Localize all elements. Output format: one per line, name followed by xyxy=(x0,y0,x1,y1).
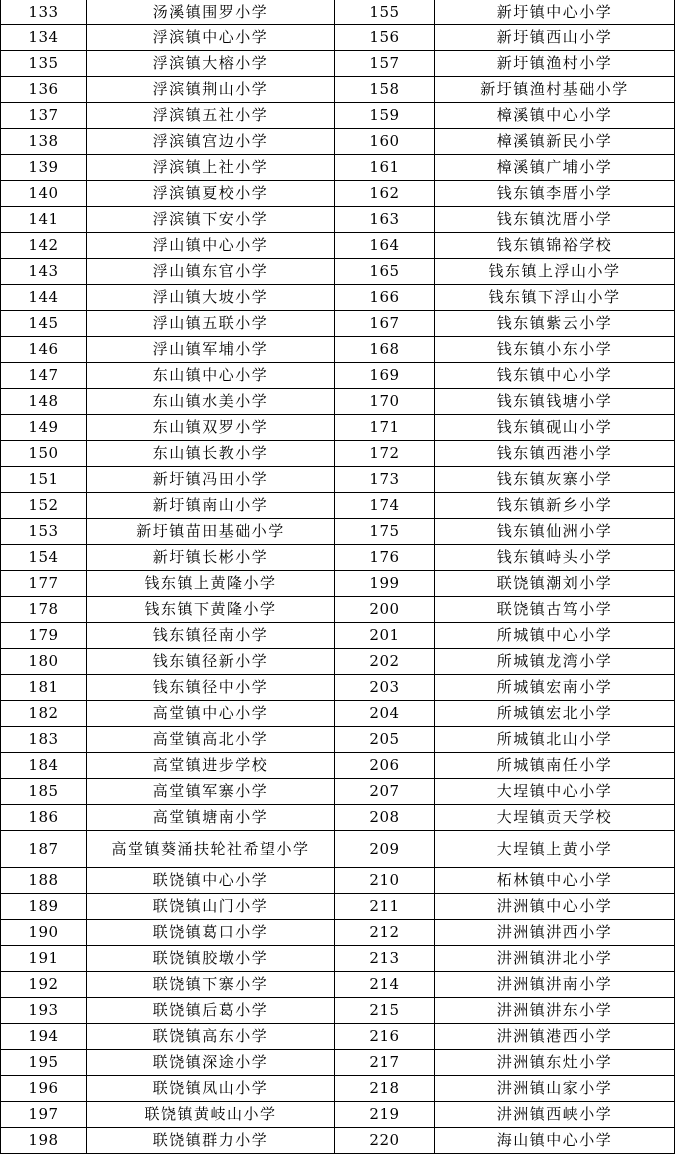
table-row xyxy=(1,155,675,181)
table-row xyxy=(1,103,675,129)
left-school-name-cell: 浮滨镇荆山小学 xyxy=(87,77,335,103)
left-school-name-cell: 高堂镇军寨小学 xyxy=(87,779,335,805)
left-school-name-cell: 东山镇水美小学 xyxy=(87,389,335,415)
right-school-name-cell: 钱东镇砚山小学 xyxy=(435,415,675,441)
left-school-name-cell: 浮滨镇上社小学 xyxy=(87,155,335,181)
table-row xyxy=(1,779,675,805)
left-number-cell: 149 xyxy=(1,415,87,441)
left-school-name-cell: 浮滨镇宫边小学 xyxy=(87,129,335,155)
table-row xyxy=(1,285,675,311)
left-number-cell: 137 xyxy=(1,103,87,129)
table-row xyxy=(1,998,675,1024)
right-school-name-cell: 钱东镇灰寨小学 xyxy=(435,467,675,493)
right-number-cell: 200 xyxy=(335,597,435,623)
left-number-cell: 138 xyxy=(1,129,87,155)
left-number-cell: 185 xyxy=(1,779,87,805)
right-number-cell: 220 xyxy=(335,1128,435,1154)
left-number-cell: 196 xyxy=(1,1076,87,1102)
left-number-cell: 177 xyxy=(1,571,87,597)
table-row xyxy=(1,207,675,233)
left-school-name-cell: 新圩镇南山小学 xyxy=(87,493,335,519)
left-number-cell: 143 xyxy=(1,259,87,285)
right-number-cell: 164 xyxy=(335,233,435,259)
right-school-name-cell: 新圩镇西山小学 xyxy=(435,25,675,51)
table-row xyxy=(1,972,675,998)
right-number-cell: 160 xyxy=(335,129,435,155)
right-number-cell: 209 xyxy=(335,831,435,868)
left-number-cell: 182 xyxy=(1,701,87,727)
table-row xyxy=(1,753,675,779)
table-row xyxy=(1,623,675,649)
left-number-cell: 146 xyxy=(1,337,87,363)
left-school-name-cell: 浮滨镇中心小学 xyxy=(87,25,335,51)
right-school-name-cell: 樟溪镇广埔小学 xyxy=(435,155,675,181)
right-school-name-cell: 所城镇北山小学 xyxy=(435,727,675,753)
table-row xyxy=(1,675,675,701)
right-number-cell: 215 xyxy=(335,998,435,1024)
left-school-name-cell: 浮滨镇大榕小学 xyxy=(87,51,335,77)
left-number-cell: 179 xyxy=(1,623,87,649)
left-school-name-cell: 联饶镇山门小学 xyxy=(87,894,335,920)
left-school-name-cell: 联饶镇高东小学 xyxy=(87,1024,335,1050)
right-number-cell: 169 xyxy=(335,363,435,389)
left-school-name-cell: 联饶镇后葛小学 xyxy=(87,998,335,1024)
left-school-name-cell: 高堂镇高北小学 xyxy=(87,727,335,753)
right-school-name-cell: 所城镇宏北小学 xyxy=(435,701,675,727)
left-number-cell: 184 xyxy=(1,753,87,779)
table-row xyxy=(1,389,675,415)
right-number-cell: 167 xyxy=(335,311,435,337)
left-school-name-cell: 新圩镇苗田基础小学 xyxy=(87,519,335,545)
left-school-name-cell: 新圩镇长彬小学 xyxy=(87,545,335,571)
right-number-cell: 211 xyxy=(335,894,435,920)
right-number-cell: 161 xyxy=(335,155,435,181)
table-row xyxy=(1,571,675,597)
table-row xyxy=(1,649,675,675)
left-number-cell: 195 xyxy=(1,1050,87,1076)
table-row xyxy=(1,1050,675,1076)
left-school-name-cell: 联饶镇群力小学 xyxy=(87,1128,335,1154)
right-school-name-cell: 钱东镇西港小学 xyxy=(435,441,675,467)
left-school-name-cell: 高堂镇进步学校 xyxy=(87,753,335,779)
right-number-cell: 210 xyxy=(335,868,435,894)
left-school-name-cell: 联饶镇葛口小学 xyxy=(87,920,335,946)
right-school-name-cell: 汫洲镇汫北小学 xyxy=(435,946,675,972)
right-number-cell: 155 xyxy=(335,0,435,25)
left-number-cell: 147 xyxy=(1,363,87,389)
right-school-name-cell: 大埕镇上黄小学 xyxy=(435,831,675,868)
right-number-cell: 203 xyxy=(335,675,435,701)
right-school-name-cell: 钱东镇李厝小学 xyxy=(435,181,675,207)
left-number-cell: 133 xyxy=(1,0,87,25)
table-row xyxy=(1,868,675,894)
right-school-name-cell: 钱东镇小东小学 xyxy=(435,337,675,363)
left-school-name-cell: 浮山镇五联小学 xyxy=(87,311,335,337)
table-row xyxy=(1,701,675,727)
right-number-cell: 216 xyxy=(335,1024,435,1050)
left-school-name-cell: 联饶镇中心小学 xyxy=(87,868,335,894)
table-row xyxy=(1,467,675,493)
right-school-name-cell: 钱东镇紫云小学 xyxy=(435,311,675,337)
right-number-cell: 157 xyxy=(335,51,435,77)
right-number-cell: 202 xyxy=(335,649,435,675)
left-number-cell: 187 xyxy=(1,831,87,868)
left-school-name-cell: 钱东镇下黄隆小学 xyxy=(87,597,335,623)
table-row xyxy=(1,831,675,868)
right-school-name-cell: 钱东镇钱塘小学 xyxy=(435,389,675,415)
table-row xyxy=(1,1102,675,1128)
right-school-name-cell: 新圩镇渔村基础小学 xyxy=(435,77,675,103)
left-number-cell: 139 xyxy=(1,155,87,181)
left-number-cell: 180 xyxy=(1,649,87,675)
table-row xyxy=(1,441,675,467)
right-number-cell: 206 xyxy=(335,753,435,779)
left-school-name-cell: 浮山镇大坡小学 xyxy=(87,285,335,311)
left-number-cell: 178 xyxy=(1,597,87,623)
table-row xyxy=(1,311,675,337)
right-school-name-cell: 所城镇龙湾小学 xyxy=(435,649,675,675)
left-number-cell: 150 xyxy=(1,441,87,467)
left-number-cell: 181 xyxy=(1,675,87,701)
table-row xyxy=(1,493,675,519)
right-number-cell: 175 xyxy=(335,519,435,545)
right-school-name-cell: 所城镇中心小学 xyxy=(435,623,675,649)
left-number-cell: 193 xyxy=(1,998,87,1024)
left-number-cell: 152 xyxy=(1,493,87,519)
left-number-cell: 140 xyxy=(1,181,87,207)
left-school-name-cell: 高堂镇葵涌扶轮社希望小学 xyxy=(87,831,335,868)
right-school-name-cell: 所城镇南任小学 xyxy=(435,753,675,779)
right-school-name-cell: 钱东镇锦裕学校 xyxy=(435,233,675,259)
table-row xyxy=(1,77,675,103)
table-row xyxy=(1,1024,675,1050)
right-school-name-cell: 汫洲镇东灶小学 xyxy=(435,1050,675,1076)
left-number-cell: 198 xyxy=(1,1128,87,1154)
right-number-cell: 199 xyxy=(335,571,435,597)
table-row xyxy=(1,519,675,545)
left-number-cell: 148 xyxy=(1,389,87,415)
right-school-name-cell: 樟溪镇中心小学 xyxy=(435,103,675,129)
right-school-name-cell: 新圩镇中心小学 xyxy=(435,0,675,25)
right-number-cell: 208 xyxy=(335,805,435,831)
left-number-cell: 197 xyxy=(1,1102,87,1128)
right-number-cell: 212 xyxy=(335,920,435,946)
table-row xyxy=(1,25,675,51)
right-number-cell: 168 xyxy=(335,337,435,363)
left-school-name-cell: 钱东镇径中小学 xyxy=(87,675,335,701)
table-row xyxy=(1,597,675,623)
right-school-name-cell: 汫洲镇汫东小学 xyxy=(435,998,675,1024)
right-number-cell: 176 xyxy=(335,545,435,571)
left-school-name-cell: 东山镇中心小学 xyxy=(87,363,335,389)
right-number-cell: 207 xyxy=(335,779,435,805)
table-row xyxy=(1,1128,675,1154)
right-number-cell: 162 xyxy=(335,181,435,207)
right-school-name-cell: 柘林镇中心小学 xyxy=(435,868,675,894)
right-number-cell: 174 xyxy=(335,493,435,519)
left-school-name-cell: 联饶镇下寨小学 xyxy=(87,972,335,998)
left-school-name-cell: 浮山镇中心小学 xyxy=(87,233,335,259)
left-number-cell: 191 xyxy=(1,946,87,972)
left-school-name-cell: 东山镇长教小学 xyxy=(87,441,335,467)
left-number-cell: 142 xyxy=(1,233,87,259)
right-school-name-cell: 钱东镇峙头小学 xyxy=(435,545,675,571)
left-school-name-cell: 联饶镇黄岐山小学 xyxy=(87,1102,335,1128)
table-row xyxy=(1,920,675,946)
left-school-name-cell: 浮滨镇五社小学 xyxy=(87,103,335,129)
left-school-name-cell: 汤溪镇围罗小学 xyxy=(87,0,335,25)
left-school-name-cell: 浮山镇东官小学 xyxy=(87,259,335,285)
left-school-name-cell: 联饶镇凤山小学 xyxy=(87,1076,335,1102)
left-number-cell: 183 xyxy=(1,727,87,753)
right-number-cell: 163 xyxy=(335,207,435,233)
left-school-name-cell: 钱东镇径南小学 xyxy=(87,623,335,649)
left-school-name-cell: 钱东镇上黄隆小学 xyxy=(87,571,335,597)
right-number-cell: 217 xyxy=(335,1050,435,1076)
table-row xyxy=(1,0,675,25)
table-row xyxy=(1,51,675,77)
right-school-name-cell: 樟溪镇新民小学 xyxy=(435,129,675,155)
right-school-name-cell: 联饶镇潮刘小学 xyxy=(435,571,675,597)
left-number-cell: 135 xyxy=(1,51,87,77)
right-number-cell: 205 xyxy=(335,727,435,753)
right-number-cell: 213 xyxy=(335,946,435,972)
right-number-cell: 173 xyxy=(335,467,435,493)
right-number-cell: 170 xyxy=(335,389,435,415)
right-school-name-cell: 汫洲镇中心小学 xyxy=(435,894,675,920)
left-number-cell: 154 xyxy=(1,545,87,571)
right-school-name-cell: 联饶镇古笃小学 xyxy=(435,597,675,623)
right-school-name-cell: 所城镇宏南小学 xyxy=(435,675,675,701)
table-row xyxy=(1,181,675,207)
left-school-name-cell: 联饶镇深途小学 xyxy=(87,1050,335,1076)
left-school-name-cell: 高堂镇塘南小学 xyxy=(87,805,335,831)
right-school-name-cell: 大埕镇贡天学校 xyxy=(435,805,675,831)
right-number-cell: 172 xyxy=(335,441,435,467)
right-number-cell: 171 xyxy=(335,415,435,441)
left-number-cell: 141 xyxy=(1,207,87,233)
left-number-cell: 192 xyxy=(1,972,87,998)
left-number-cell: 144 xyxy=(1,285,87,311)
right-school-name-cell: 汫洲镇西峡小学 xyxy=(435,1102,675,1128)
school-list-body xyxy=(1,0,675,1154)
right-school-name-cell: 钱东镇中心小学 xyxy=(435,363,675,389)
right-school-name-cell: 海山镇中心小学 xyxy=(435,1128,675,1154)
right-school-name-cell: 新圩镇渔村小学 xyxy=(435,51,675,77)
right-school-name-cell: 钱东镇下浮山小学 xyxy=(435,285,675,311)
left-school-name-cell: 浮滨镇夏校小学 xyxy=(87,181,335,207)
table-row xyxy=(1,1076,675,1102)
left-school-name-cell: 联饶镇胶墩小学 xyxy=(87,946,335,972)
left-school-name-cell: 浮滨镇下安小学 xyxy=(87,207,335,233)
left-number-cell: 145 xyxy=(1,311,87,337)
table-row xyxy=(1,129,675,155)
left-number-cell: 151 xyxy=(1,467,87,493)
table-row xyxy=(1,805,675,831)
right-number-cell: 218 xyxy=(335,1076,435,1102)
right-school-name-cell: 钱东镇沈厝小学 xyxy=(435,207,675,233)
table-row xyxy=(1,545,675,571)
right-number-cell: 159 xyxy=(335,103,435,129)
left-number-cell: 134 xyxy=(1,25,87,51)
right-number-cell: 201 xyxy=(335,623,435,649)
right-number-cell: 219 xyxy=(335,1102,435,1128)
left-school-name-cell: 新圩镇冯田小学 xyxy=(87,467,335,493)
left-number-cell: 186 xyxy=(1,805,87,831)
right-school-name-cell: 汫洲镇汫西小学 xyxy=(435,920,675,946)
table-row xyxy=(1,946,675,972)
right-school-name-cell: 钱东镇仙洲小学 xyxy=(435,519,675,545)
left-number-cell: 188 xyxy=(1,868,87,894)
right-school-name-cell: 汫洲镇山家小学 xyxy=(435,1076,675,1102)
right-school-name-cell: 汫洲镇汫南小学 xyxy=(435,972,675,998)
left-school-name-cell: 东山镇双罗小学 xyxy=(87,415,335,441)
left-school-name-cell: 浮山镇军埔小学 xyxy=(87,337,335,363)
right-number-cell: 214 xyxy=(335,972,435,998)
right-number-cell: 156 xyxy=(335,25,435,51)
left-number-cell: 136 xyxy=(1,77,87,103)
right-number-cell: 165 xyxy=(335,259,435,285)
right-school-name-cell: 钱东镇上浮山小学 xyxy=(435,259,675,285)
table-row xyxy=(1,894,675,920)
right-school-name-cell: 大埕镇中心小学 xyxy=(435,779,675,805)
left-number-cell: 153 xyxy=(1,519,87,545)
table-row xyxy=(1,233,675,259)
table-row xyxy=(1,415,675,441)
table-row xyxy=(1,727,675,753)
right-number-cell: 158 xyxy=(335,77,435,103)
left-number-cell: 189 xyxy=(1,894,87,920)
right-school-name-cell: 钱东镇新乡小学 xyxy=(435,493,675,519)
table-row xyxy=(1,259,675,285)
left-number-cell: 190 xyxy=(1,920,87,946)
left-school-name-cell: 钱东镇径新小学 xyxy=(87,649,335,675)
table-row xyxy=(1,363,675,389)
left-school-name-cell: 高堂镇中心小学 xyxy=(87,701,335,727)
right-school-name-cell: 汫洲镇港西小学 xyxy=(435,1024,675,1050)
right-number-cell: 166 xyxy=(335,285,435,311)
right-number-cell: 204 xyxy=(335,701,435,727)
left-number-cell: 194 xyxy=(1,1024,87,1050)
table-row xyxy=(1,337,675,363)
